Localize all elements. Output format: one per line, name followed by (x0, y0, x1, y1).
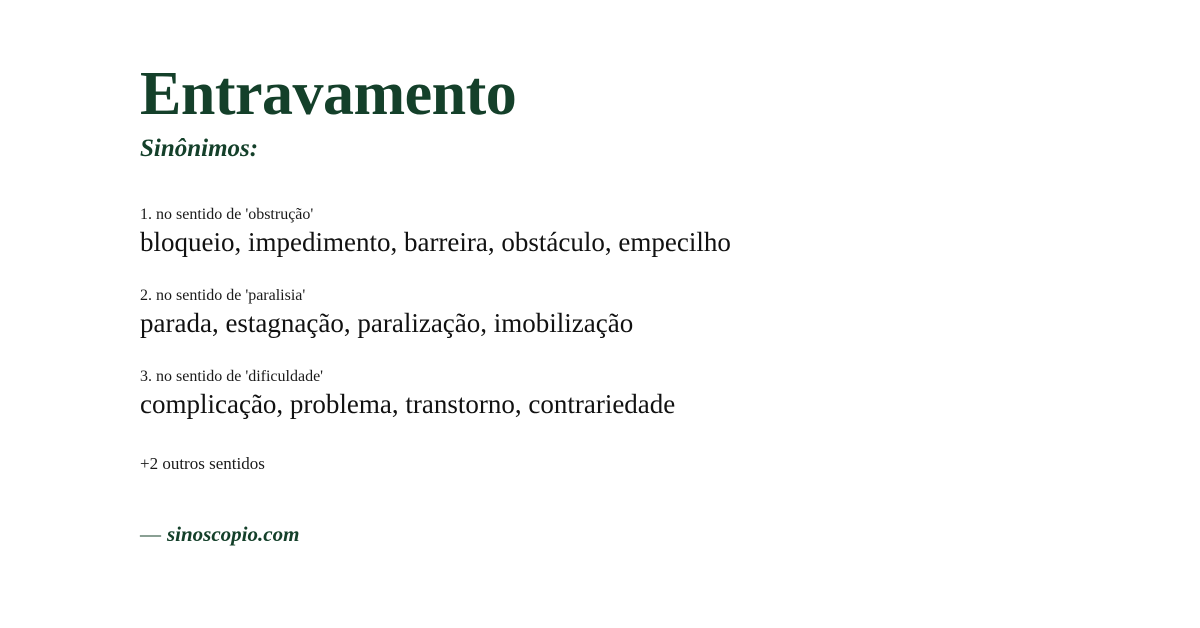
sense-label: 2. no sentido de 'paralisia' (140, 287, 306, 305)
page-title: Entravamento (140, 60, 517, 128)
source-dash: — (140, 521, 161, 546)
sense-synonyms: parada, estagnação, paralização, imobilização (140, 308, 634, 339)
sense-synonyms: complicação, problema, transtorno, contrariedade (140, 389, 676, 420)
more-senses-note: +2 outros sentidos (140, 453, 265, 473)
sense-item (140, 286, 1060, 341)
source-name: sinoscopio.com (167, 521, 300, 546)
subtitle-synonyms: Sinônimos: (140, 135, 259, 163)
sense-synonyms: bloqueio, impedimento, barreira, obstáculo, empecilho (140, 227, 731, 258)
sense-item (140, 367, 1060, 422)
sense-list (140, 205, 1060, 422)
source-attribution (140, 522, 1060, 547)
sense-label: 1. no sentido de 'obstrução' (140, 206, 314, 224)
sense-item (140, 205, 1060, 260)
sense-label: 3. no sentido de 'dificuldade' (140, 367, 324, 385)
